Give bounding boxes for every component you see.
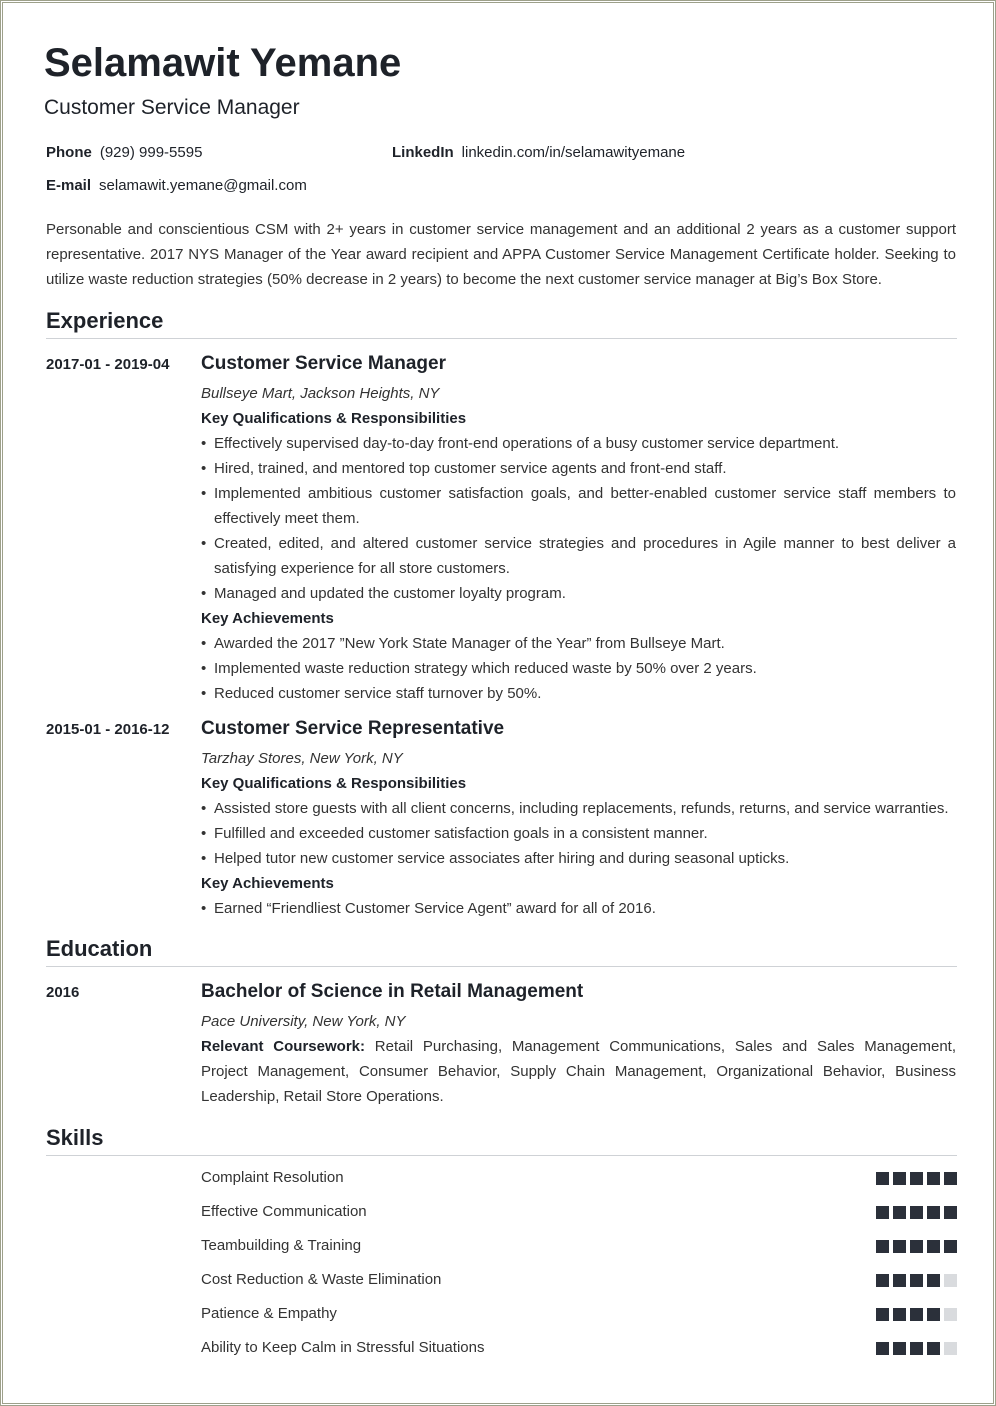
list-item: • Hired, trained, and mentored top customer service agents and front-end staff. [201,456,956,481]
skill-row [201,1303,957,1325]
rating-square-filled [910,1206,923,1219]
coursework-label: Relevant Coursework: [201,1038,365,1055]
rating-square-filled [927,1240,940,1253]
rating-square-filled [944,1172,957,1185]
qualifications-heading: Key Qualifications & Responsibilities [201,775,467,792]
skill-name: Teambuilding & Training [201,1237,362,1254]
achievements-heading: Key Achievements [201,875,334,892]
skill-name: Cost Reduction & Waste Elimination [201,1271,442,1288]
linkedin-contact [392,144,685,161]
rating-square-filled [876,1206,889,1219]
summary-paragraph: Personable and conscientious CSM with 2+ years in customer service management and an additional 2 years as a customer support representative. 2017 NYS Manager of the Year award recipient and APPA Customer Service Management Certificate holder. Seeking to utilize waste reduction strategies (50% decrease in 2 years) to become the next customer service manager at Big’s Box Store. [46,221,956,288]
rating-square-filled [893,1206,906,1219]
skill-level-rating [876,1206,957,1219]
job-entry [201,717,956,921]
skill-level-rating [876,1308,957,1321]
rating-square-filled [876,1308,889,1321]
rating-square-filled [927,1342,940,1355]
education-entry [201,980,956,1109]
list-item: • Effectively supervised day-to-day front-end operations of a busy customer service department. [201,431,956,456]
job-title: Customer Service Manager [201,353,446,374]
phone-contact [46,144,202,161]
candidate-name: Selamawit Yemane [44,41,402,85]
rating-square-filled [893,1308,906,1321]
skill-row [201,1269,957,1291]
rating-square-filled [944,1206,957,1219]
rating-square-empty [944,1274,957,1287]
rating-square-filled [876,1274,889,1287]
rating-square-filled [910,1172,923,1185]
job-title: Customer Service Representative [201,718,505,739]
skill-row [201,1337,957,1359]
phone-value: (929) 999-5595 [99,144,203,161]
list-item: • Implemented ambitious customer satisfaction goals, and better-enabled customer service staff members to effectively meet them. [201,481,956,531]
list-item: • Helped tutor new customer service associates after hiring and during seasonal upticks. [201,846,956,871]
coursework-list: Retail Purchasing, Management Communications, Sales and Sales Management, Project Management, Consumer Behavior, Supply Chain Management, Organizational Behavior, Business Leadership, Retail Store Operations. [201,1038,956,1105]
degree-title: Bachelor of Science in Retail Management [201,981,584,1002]
skill-row [201,1201,957,1223]
rating-square-filled [876,1342,889,1355]
achievements-heading: Key Achievements [201,610,334,627]
job-company: Tarzhay Stores, New York, NY [201,750,403,767]
rating-square-empty [944,1342,957,1355]
rating-square-filled [893,1240,906,1253]
education-heading: Education [46,936,957,967]
phone-label: Phone [46,144,92,161]
rating-square-empty [944,1308,957,1321]
skill-level-rating [876,1172,957,1185]
qualifications-list [201,796,956,871]
list-item: • Created, edited, and altered customer service strategies and procedures in Agile manner to best deliver a satisfying experience for all store customers. [201,531,956,581]
rating-square-filled [927,1274,940,1287]
qualifications-list [201,431,956,606]
skill-name: Patience & Empathy [201,1305,337,1322]
rating-square-filled [893,1342,906,1355]
list-item: • Reduced customer service staff turnover by 50%. [201,681,956,706]
linkedin-label: LinkedIn [392,144,454,161]
skill-level-rating [876,1342,957,1355]
skill-level-rating [876,1274,957,1287]
rating-square-filled [927,1172,940,1185]
skill-row [201,1167,957,1189]
job-dates: 2017-01 - 2019-04 [46,356,170,373]
skill-name: Ability to Keep Calm in Stressful Situations [201,1339,485,1356]
rating-square-filled [944,1240,957,1253]
rating-square-filled [910,1240,923,1253]
list-item: • Earned “Friendliest Customer Service Agent” award for all of 2016. [201,896,956,921]
rating-square-filled [910,1342,923,1355]
list-item: • Assisted store guests with all client concerns, including replacements, refunds, returns, and service warranties. [201,796,956,821]
list-item: • Fulfilled and exceeded customer satisfaction goals in a consistent manner. [201,821,956,846]
list-item: • Managed and updated the customer loyalty program. [201,581,956,606]
education-year: 2016 [46,984,80,1001]
job-dates: 2015-01 - 2016-12 [46,721,170,738]
skill-row [201,1235,957,1257]
skill-name: Complaint Resolution [201,1169,344,1186]
list-item: • Implemented waste reduction strategy which reduced waste by 50% over 2 years. [201,656,956,681]
candidate-title: Customer Service Manager [44,96,300,119]
job-entry [201,352,956,706]
skills-heading: Skills [46,1125,957,1156]
email-label: E-mail [46,177,92,194]
linkedin-value: linkedin.com/in/selamawityemane [461,144,686,161]
school-name: Pace University, New York, NY [201,1013,406,1030]
list-item: • Awarded the 2017 ”New York State Manager of the Year” from Bullseye Mart. [201,631,956,656]
rating-square-filled [876,1240,889,1253]
rating-square-filled [910,1308,923,1321]
qualifications-heading: Key Qualifications & Responsibilities [201,410,467,427]
email-contact [46,177,307,194]
rating-square-filled [927,1206,940,1219]
email-value: selamawit.yemane@gmail.com [99,177,307,194]
coursework [201,1034,956,1109]
rating-square-filled [893,1172,906,1185]
job-company: Bullseye Mart, Jackson Heights, NY [201,385,440,402]
skill-level-rating [876,1240,957,1253]
achievements-list [201,896,956,921]
skill-name: Effective Communication [201,1203,367,1220]
experience-heading: Experience [46,308,957,339]
achievements-list [201,631,956,706]
rating-square-filled [893,1274,906,1287]
rating-square-filled [910,1274,923,1287]
rating-square-filled [927,1308,940,1321]
rating-square-filled [876,1172,889,1185]
